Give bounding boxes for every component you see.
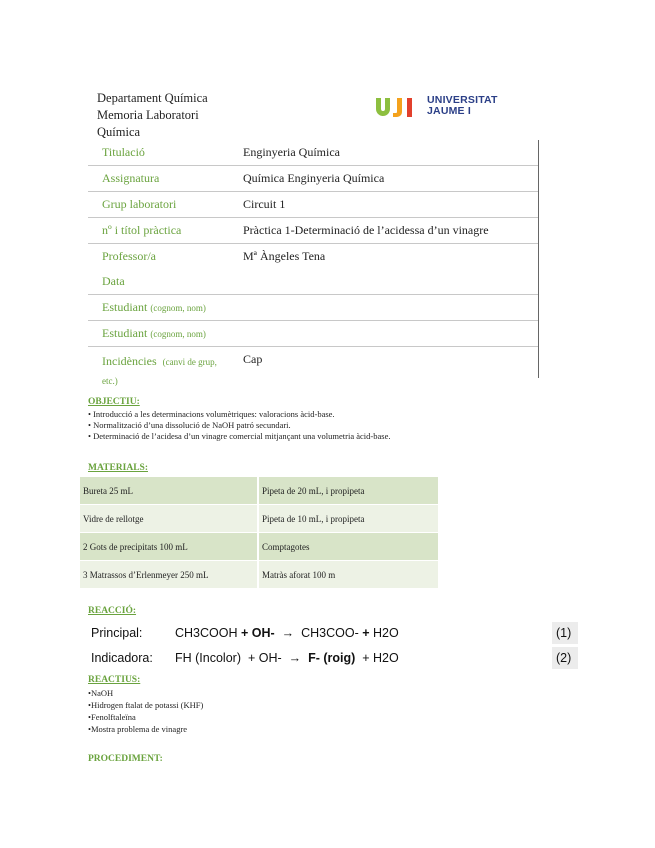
eq-term: CH3COO- [301,626,359,640]
info-label-text: Estudiant [102,326,148,340]
arrow-icon: → [288,651,302,665]
table-cell: Vidre de rellotge [80,505,258,533]
info-label-note: (cognom, nom) [150,303,206,313]
info-value: Circuit 1 [243,197,286,211]
table-cell: Pipeta de 20 mL, i propipeta [258,477,438,505]
materials-title: MATERIALS: [88,463,148,473]
table-cell: 2 Gots de precipitats 100 mL [80,533,258,561]
eq-term: H2O [373,651,399,665]
table-row [80,533,438,561]
eq-term: H2O [373,626,399,640]
list-item: •NaOH [88,688,114,698]
table-cell: Matràs aforat 100 m [258,561,438,589]
arrow-icon: → [281,626,295,640]
dept-line: Memoria Laboratori [97,108,199,122]
dept-line: Departament Química [97,91,208,105]
info-label [102,300,206,315]
table-cell: 3 Matrassos d’Erlenmeyer 250 mL [80,561,258,589]
list-item: • Introducció a les determinacions volumètriques: valoracions àcid-base. [88,409,335,419]
info-row [88,140,538,166]
table-border [538,140,539,378]
list-item: • Normalització d’una dissolució de NaOH patró secundari. [88,420,291,430]
table-cell: Pipeta de 10 mL, i propipeta [258,505,438,533]
eq-term: CH3COOH [175,626,238,640]
info-table [88,140,538,386]
table-cell: Bureta 25 mL [80,477,258,505]
eq-term: F- (roig) [308,651,356,665]
info-label-note: etc.) [102,376,118,386]
info-label-text: Estudiant [102,300,148,314]
uji-logo-icon [375,95,421,117]
objectiu-list [88,409,390,442]
reaction-indicadora-label: Indicadora: [91,651,153,665]
info-value: Pràctica 1-Determinació de l’acidessa d’un vinagre [243,223,489,237]
info-row [88,218,538,244]
info-label-note: (cognom, nom) [150,329,206,339]
info-label: Grup laboratori [102,197,177,211]
list-item: •Mostra problema de vinagre [88,724,188,734]
info-label-note: (canvi de grup, [162,357,217,367]
list-item: •Hidrogen ftalat de potassi (KHF) [88,700,204,710]
objectiu-title: OBJECTIU: [88,397,140,407]
info-label: nº i títol pràctica [102,223,182,237]
eq-term: + [362,651,370,665]
info-row [88,192,538,218]
info-label: Assignatura [102,171,160,185]
info-row [88,347,538,386]
info-row [88,321,538,347]
table-row [80,561,438,589]
reactius-list [88,687,203,735]
list-item: • Determinació de l’acidesa d’un vinagre comercial mitjançant una volumetria àcid-base. [88,431,391,441]
info-label [102,352,217,390]
reactius-title: REACTIUS: [88,675,141,685]
info-row [88,269,538,295]
university-logo [375,93,498,119]
table-row [80,505,438,533]
info-value: Química Enginyeria Química [243,171,385,185]
procediment-title: PROCEDIMENT: [88,754,163,764]
logo-line: JAUME I [427,105,471,117]
info-label [102,326,206,341]
reaction-principal-equation [175,626,399,640]
equation-number: (1) [556,626,572,640]
info-row [88,295,538,321]
info-value: Enginyeria Química [243,145,340,159]
info-label: Professor/a [102,249,156,263]
info-value: Mª Àngeles Tena [243,249,326,263]
equation-number: (2) [556,651,572,665]
table-cell: Comptagotes [258,533,438,561]
table-row [80,477,438,505]
eq-term: + [247,651,256,665]
logo-text [427,95,498,117]
info-label: Titulació [102,145,145,159]
logo-line: UNIVERSITAT [427,94,498,106]
eq-term: + [362,626,370,640]
list-item: •Fenolftaleïna [88,712,136,722]
eq-term: OH- [258,651,282,665]
reaction-indicadora-equation [175,651,399,665]
info-value: Cap [243,352,263,366]
info-row [88,244,538,269]
eq-term: + OH- [241,626,275,640]
reaction-principal-label: Principal: [91,626,143,640]
info-row [88,166,538,192]
reaccio-title: REACCIÓ: [88,606,137,616]
materials-table [80,477,438,589]
department-header [97,90,208,141]
dept-line: Química [97,125,141,139]
eq-term: FH (Incolor) [175,651,241,665]
info-label: Data [102,274,125,288]
info-label-text: Incidències [102,354,157,368]
